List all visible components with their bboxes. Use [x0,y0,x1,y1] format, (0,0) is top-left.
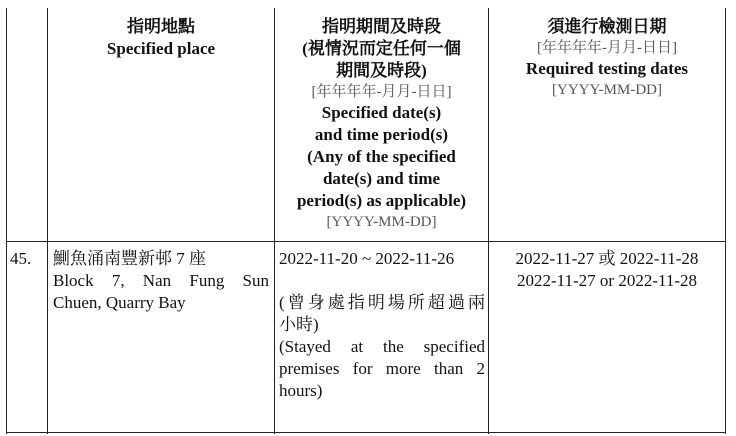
table-border-bottom [6,432,726,433]
header-place-en: Specified place [106,39,216,58]
table-border-left [6,8,7,434]
header-period-en-1: Specified date(s) [321,103,442,122]
header-period-en-2: and time period(s) [314,125,449,144]
header-testing-format-en: [YYYY-MM-DD] [552,82,662,98]
row-place [53,248,269,314]
row-period-note-zh-2: 小時) [279,315,319,334]
row-place-en-1: Block 7, Nan Fung Sun [53,271,269,290]
column-divider-1 [47,8,48,434]
row-period-dates: 2022-11-20 ~ 2022-11-26 [279,249,455,268]
header-period-zh-3: 期間及時段) [336,61,427,80]
specified-places-table [6,8,726,434]
header-period-en-5: period(s) as applicable) [296,191,467,210]
row-period [279,248,485,402]
header-period-format-zh: [年年年年-月月-日日] [311,84,452,100]
row-period-note-zh-1: (曾身處指明場所超過兩 [279,293,485,312]
header-testing-en: Required testing dates [525,59,689,78]
row-testing-en: 2022-11-27 or 2022-11-28 [516,271,698,290]
header-place-zh: 指明地點 [127,17,195,36]
header-period-format-en: [YYYY-MM-DD] [326,214,437,230]
row-place-zh: 鰂魚涌南豐新邨 7 座 [53,249,206,268]
row-testing-zh: 2022-11-27 或 2022-11-28 [515,249,699,268]
header-period-en-3: (Any of the specified [307,147,456,166]
row-divider [6,241,726,242]
row-number: 45. [10,249,32,268]
header-period-en-4: date(s) and time [322,169,441,188]
row-place-en-2: Chuen, Quarry Bay [53,293,186,312]
header-testing-zh: 須進行檢測日期 [547,17,667,36]
header-period [275,16,488,232]
row-period-note-en-3: hours) [279,381,323,400]
row-testing [489,248,725,292]
table-border-right [725,8,726,434]
row-period-note-en-2: premises for more than 2 [279,359,485,378]
header-period-zh-1: 指明期間及時段 [322,17,441,36]
header-period-zh-2: (視情況而定任何一個 [302,39,461,58]
header-place [48,16,274,60]
header-testing-format-zh: [年年年年-月月-日日] [537,40,677,56]
row-period-note-en-1: (Stayed at the specified [279,337,485,356]
header-testing [489,16,725,100]
